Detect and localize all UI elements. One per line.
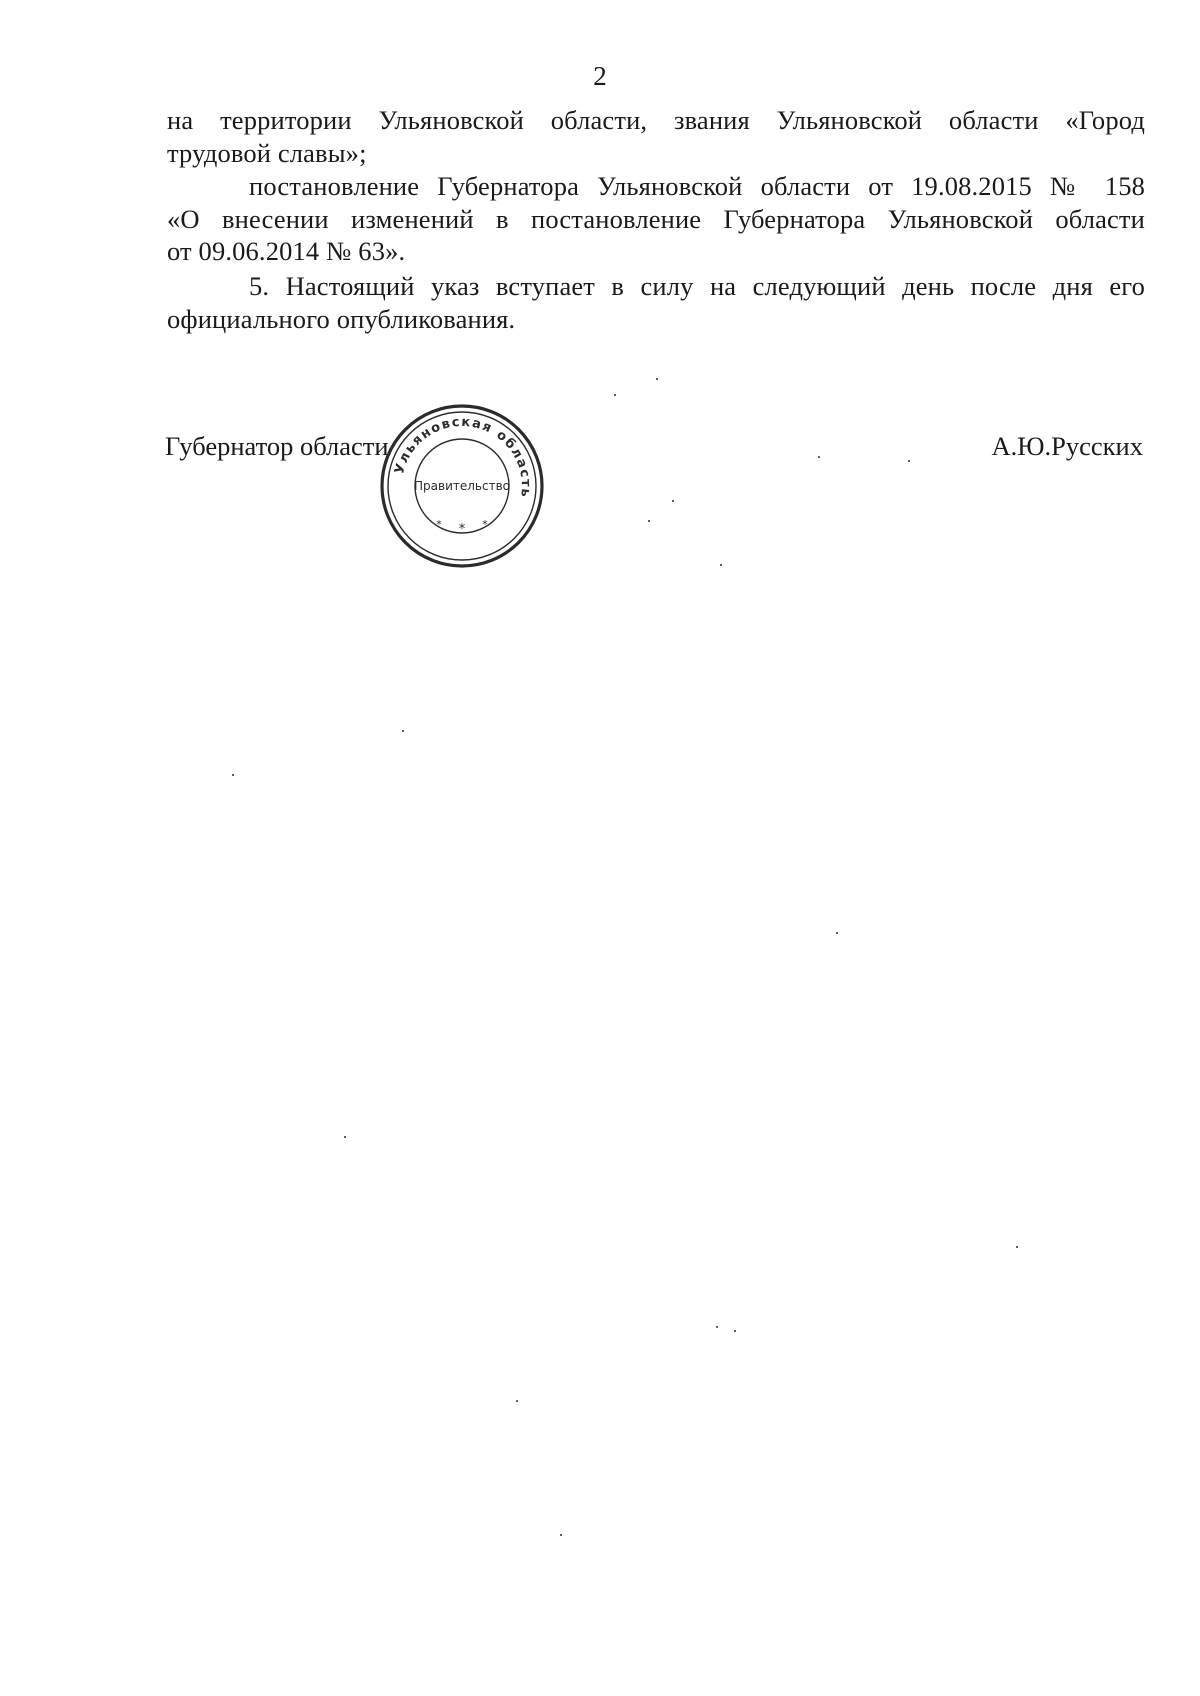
page-number: 2	[593, 61, 607, 91]
paragraph-line: постановление Губернатора Ульяновской области от 19.08.2015 № 158	[249, 171, 1145, 201]
paragraph-line: 5. Настоящий указ вступает в силу на следующий день после дня его	[249, 271, 1145, 301]
svg-text:*: *	[436, 518, 442, 531]
scan-speck	[818, 456, 820, 458]
scan-speck	[402, 730, 404, 732]
scan-speck	[734, 1330, 736, 1332]
signer-name: А.Ю.Русских	[991, 431, 1143, 461]
scan-speck	[1016, 1246, 1018, 1248]
svg-text:Ульяновская область: Ульяновская область	[392, 414, 534, 500]
scan-speck	[672, 500, 674, 502]
paragraph-title-continuation	[167, 104, 1145, 169]
scan-speck	[648, 520, 650, 522]
paragraph-resolution-reference	[167, 170, 1145, 268]
signer-title: Губернатор области	[165, 431, 389, 461]
scan-speck	[720, 564, 722, 566]
scan-speck	[656, 378, 658, 380]
scan-speck	[836, 932, 838, 934]
paragraph-line: трудовой славы»;	[167, 137, 367, 168]
svg-text:*: *	[482, 518, 488, 531]
scan-speck	[614, 394, 616, 396]
paragraph-line: от 09.06.2014 № 63».	[167, 236, 406, 266]
scan-speck	[232, 774, 234, 776]
paragraph-line: на территории Ульяновской области, звания Ульяновской области «Город	[167, 105, 1145, 135]
scan-speck	[344, 1136, 346, 1138]
seal-center-text: Правительство	[414, 479, 510, 493]
official-seal	[378, 402, 546, 570]
scan-speck	[560, 1534, 562, 1536]
paragraph-line: официального опубликования.	[167, 303, 516, 334]
scan-speck	[908, 460, 910, 462]
paragraph-entry-into-force	[167, 270, 1145, 335]
svg-text:*: *	[458, 522, 466, 537]
scan-speck	[716, 1326, 718, 1328]
scan-speck	[516, 1400, 518, 1402]
paragraph-line: «О внесении изменений в постановление Губернатора Ульяновской области	[167, 203, 1145, 234]
